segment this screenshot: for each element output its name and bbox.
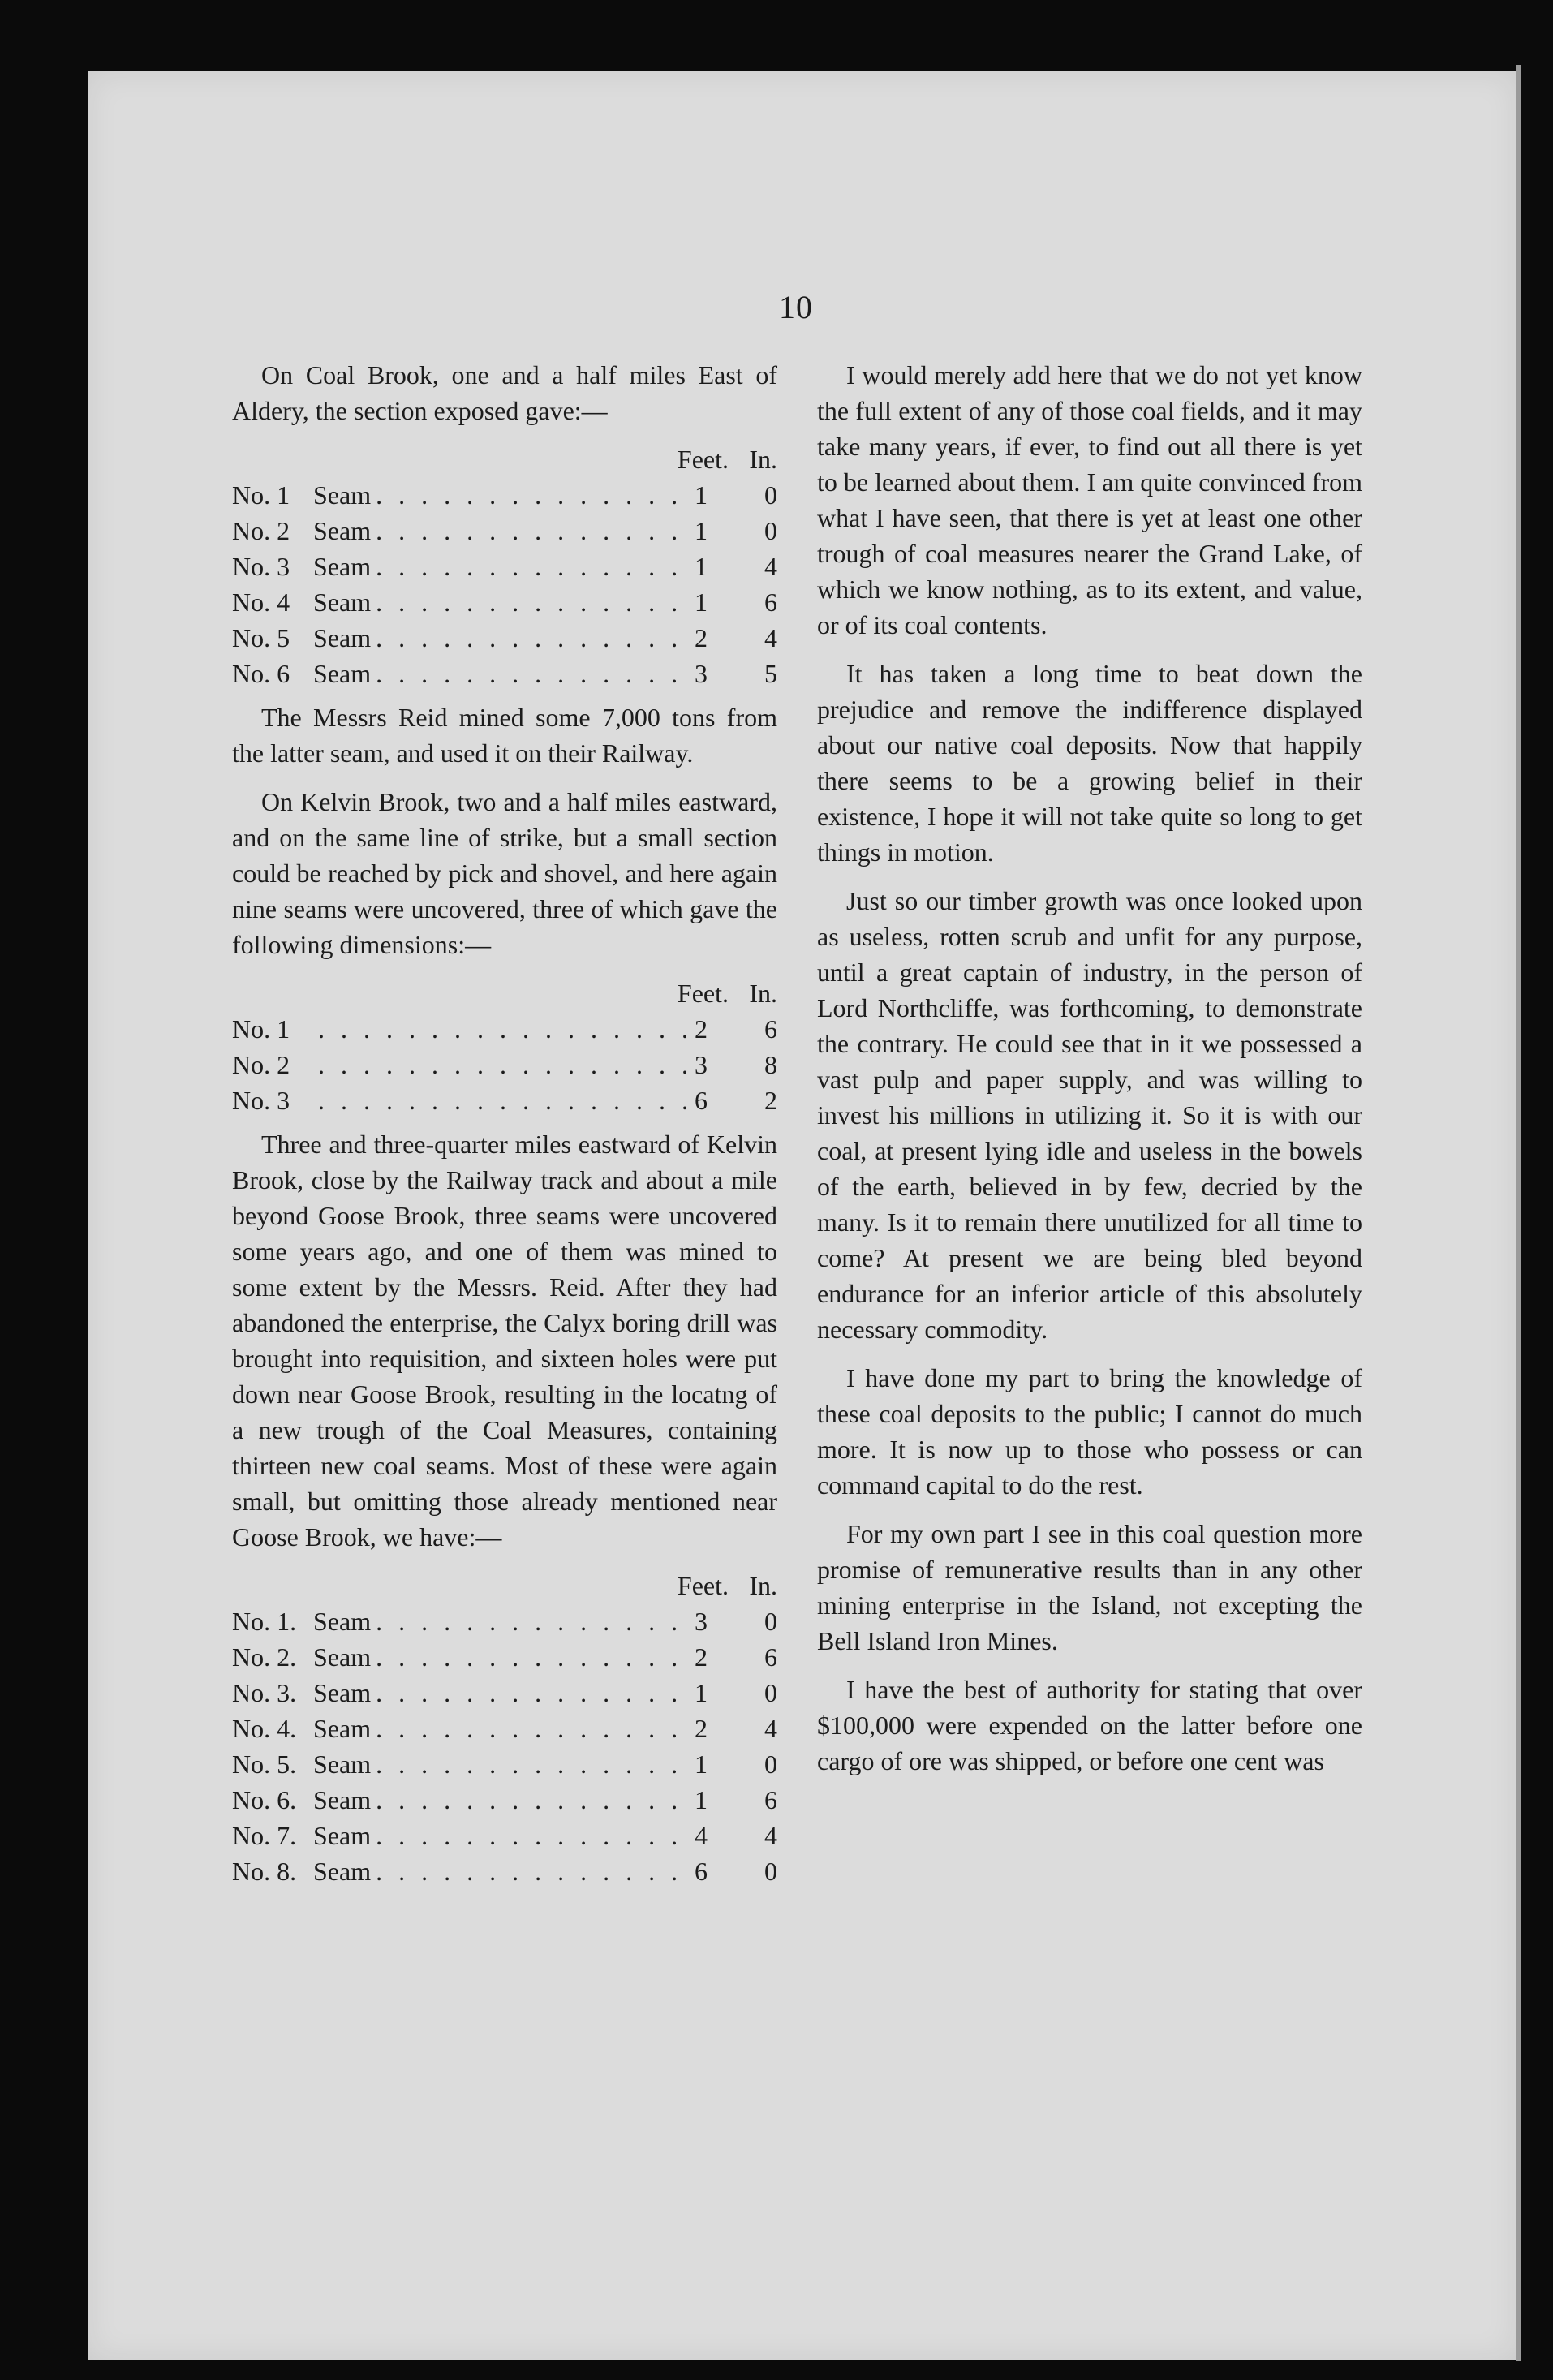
- feet-column-header: Feet.: [677, 445, 729, 474]
- seam-number: No. 4: [232, 587, 290, 617]
- leader-dots: [371, 1818, 688, 1853]
- leader-dots: [371, 620, 688, 656]
- seam-inches: 5: [764, 659, 777, 688]
- seam-inches: 0: [764, 1857, 777, 1886]
- seam-label: [232, 620, 371, 656]
- leader-dots: [371, 1853, 688, 1889]
- seam-word: Seam: [313, 516, 372, 545]
- seam-table-kelvin-brook: [232, 975, 777, 1118]
- right-paragraph-1: I would merely add here that we do not yet know the full extent of any of those coal fields, and it may take many years, if ever, to find out all there is yet to be learned about them. I am quite convinced from what I have seen, that there is yet at least one other trough of coal measures nearer the Grand Lake, of which we know nothing, as to its extent, and value, or of its coal contents.: [817, 360, 1362, 639]
- seam-table-goose-brook: [232, 1568, 777, 1889]
- leader-dots: [313, 1047, 688, 1082]
- leader-dots: [371, 549, 688, 584]
- seam-word: Seam: [313, 587, 372, 617]
- seam-feet: 1: [695, 516, 708, 545]
- table-row: [232, 1639, 777, 1675]
- right-paragraph-5: For my own part I see in this coal question more promise of remunerative results than in any other mining enterprise in the Island, not excepting the Bell Island Iron Mines.: [817, 1519, 1362, 1655]
- left-paragraph-4: Three and three-quarter miles eastward of Kelvin Brook, close by the Railway track and about a mile beyond Goose Brook, three seams were uncovered some years ago, and one of them was mined to some extent by the Messrs. Reid. After they had abandoned the enterprise, the Calyx boring drill was brought into requisition, and sixteen holes were put down near Goose Brook, resulting in the locatng of a new trough of the Coal Measures, containing thirteen new coal seams. Most of these were again small, but omitting those already mentioned near Goose Brook, we have:—: [232, 1130, 777, 1552]
- leader-dots: [371, 1603, 688, 1639]
- seam-word: Seam: [313, 1678, 372, 1707]
- table-row: [232, 1011, 777, 1047]
- leader-dots: [313, 1082, 688, 1118]
- table-row: [232, 584, 777, 620]
- seam-table-coal-brook: [232, 441, 777, 691]
- right-paragraph-2: It has taken a long time to beat down the prejudice and remove the indifference displayed about our native coal deposits. Now that happily there seems to be a growing belief in their existence, I hope it will not take quite so long to get things in motion.: [817, 659, 1362, 867]
- inches-column-header: In.: [749, 1571, 777, 1600]
- seam-feet: 1: [695, 587, 708, 617]
- seam-label: [232, 513, 371, 549]
- seam-number: No. 1: [232, 1014, 290, 1044]
- leader-dots: [371, 513, 688, 549]
- table-header: [232, 441, 777, 477]
- seam-feet: 3: [695, 1607, 708, 1636]
- table-row: [232, 1746, 777, 1782]
- table-row: [232, 477, 777, 513]
- seam-number: No. 1.: [232, 1607, 297, 1636]
- seam-feet: 6: [695, 1857, 708, 1886]
- leader-dots: [371, 1639, 688, 1675]
- seam-feet: 6: [695, 1086, 708, 1115]
- seam-label: [232, 656, 371, 691]
- seam-feet: 1: [695, 1785, 708, 1814]
- feet-column-header: Feet.: [677, 979, 729, 1008]
- seam-label: [232, 1082, 313, 1118]
- table-row: [232, 1853, 777, 1889]
- left-paragraph-1: On Coal Brook, one and a half miles East of Aldery, the section exposed gave:—: [232, 360, 777, 425]
- leader-dots: [371, 1711, 688, 1746]
- seam-feet: 1: [695, 480, 708, 510]
- seam-label: [232, 584, 371, 620]
- seam-inches: 6: [764, 1014, 777, 1044]
- table-header: [232, 1568, 777, 1603]
- table-row: [232, 513, 777, 549]
- seam-label: [232, 1011, 313, 1047]
- seam-feet: 1: [695, 1678, 708, 1707]
- leader-dots: [313, 1011, 688, 1047]
- seam-label: [232, 1603, 371, 1639]
- table-row: [232, 1782, 777, 1818]
- seam-inches: 6: [764, 1785, 777, 1814]
- table-row: [232, 1047, 777, 1082]
- seam-label: [232, 1818, 371, 1853]
- leader-dots: [371, 1675, 688, 1711]
- leader-dots: [371, 584, 688, 620]
- seam-number: No. 3: [232, 1086, 290, 1115]
- inches-column-header: In.: [749, 979, 777, 1008]
- page-edge: [1516, 65, 1521, 2361]
- table-row: [232, 1818, 777, 1853]
- leader-dots: [371, 1746, 688, 1782]
- seam-inches: 4: [764, 1714, 777, 1743]
- seam-number: No. 5.: [232, 1749, 297, 1779]
- seam-word: Seam: [313, 1714, 372, 1743]
- seam-label: [232, 1047, 313, 1082]
- seam-inches: 8: [764, 1050, 777, 1079]
- seam-number: No. 2: [232, 1050, 290, 1079]
- seam-feet: 1: [695, 1749, 708, 1779]
- seam-label: [232, 477, 371, 513]
- table-row: [232, 1711, 777, 1746]
- right-paragraph-4: I have done my part to bring the knowledge of these coal deposits to the public; I cannot do much more. It is now up to those who possess or can command capital to do the rest.: [817, 1363, 1362, 1500]
- seam-word: Seam: [313, 1821, 372, 1850]
- seam-label: [232, 1639, 371, 1675]
- seam-word: Seam: [313, 659, 372, 688]
- seam-word: Seam: [313, 1607, 372, 1636]
- seam-word: Seam: [313, 1785, 372, 1814]
- seam-inches: 2: [764, 1086, 777, 1115]
- seam-label: [232, 1853, 371, 1889]
- seam-feet: 3: [695, 659, 708, 688]
- seam-inches: 0: [764, 1607, 777, 1636]
- left-paragraph-2: The Messrs Reid mined some 7,000 tons from the latter seam, and used it on their Railway.: [232, 703, 777, 768]
- seam-label: [232, 1746, 371, 1782]
- seam-label: [232, 1675, 371, 1711]
- seam-label: [232, 549, 371, 584]
- seam-number: No. 4.: [232, 1714, 297, 1743]
- seam-feet: 2: [695, 623, 708, 652]
- right-column: [817, 357, 1362, 1792]
- seam-feet: 1: [695, 552, 708, 581]
- seam-word: Seam: [313, 623, 372, 652]
- table-row: [232, 549, 777, 584]
- seam-label: [232, 1782, 371, 1818]
- table-row: [232, 1082, 777, 1118]
- table-row: [232, 620, 777, 656]
- seam-feet: 2: [695, 1714, 708, 1743]
- leader-dots: [371, 477, 688, 513]
- seam-word: Seam: [313, 480, 372, 510]
- seam-inches: 0: [764, 516, 777, 545]
- seam-number: No. 2.: [232, 1642, 297, 1672]
- seam-inches: 6: [764, 1642, 777, 1672]
- inches-column-header: In.: [749, 445, 777, 474]
- seam-inches: 0: [764, 480, 777, 510]
- seam-inches: 0: [764, 1678, 777, 1707]
- seam-label: [232, 1711, 371, 1746]
- seam-inches: 4: [764, 623, 777, 652]
- seam-feet: 2: [695, 1642, 708, 1672]
- leader-dots: [371, 656, 688, 691]
- seam-inches: 4: [764, 1821, 777, 1850]
- page-number: 10: [779, 289, 813, 325]
- seam-word: Seam: [313, 1749, 372, 1779]
- seam-number: No. 6.: [232, 1785, 297, 1814]
- seam-number: No. 6: [232, 659, 290, 688]
- table-header: [232, 975, 777, 1011]
- seam-feet: 4: [695, 1821, 708, 1850]
- leader-dots: [371, 1782, 688, 1818]
- seam-feet: 3: [695, 1050, 708, 1079]
- left-column: [232, 357, 777, 1897]
- seam-number: No. 2: [232, 516, 290, 545]
- seam-inches: 0: [764, 1749, 777, 1779]
- left-paragraph-3: On Kelvin Brook, two and a half miles eastward, and on the same line of strike, but a small section could be reached by pick and shovel, and here again nine seams were uncovered, three of which gave the following dimensions:—: [232, 787, 777, 959]
- seam-word: Seam: [313, 1642, 372, 1672]
- seam-word: Seam: [313, 1857, 372, 1886]
- seam-word: Seam: [313, 552, 372, 581]
- seam-number: No. 3.: [232, 1678, 297, 1707]
- seam-number: No. 3: [232, 552, 290, 581]
- table-row: [232, 1675, 777, 1711]
- right-paragraph-3: Just so our timber growth was once looked upon as useless, rotten scrub and unfit for any purpose, until a great captain of industry, in the person of Lord Northcliffe, was forthcoming, to demonstrate the contrary. He could see that in it we possessed a vast pulp and paper supply, and was willing to invest his millions in utilizing it. So it is with our coal, at present lying idle and useless in the bowels of the earth, believed in by few, decried by the many. Is it to remain there unutilized for all time to come? At present we are being bled beyond endurance for an inferior article of this absolutely necessary commodity.: [817, 886, 1362, 1344]
- seam-number: No. 1: [232, 480, 290, 510]
- seam-number: No. 8.: [232, 1857, 297, 1886]
- seam-feet: 2: [695, 1014, 708, 1044]
- seam-inches: 6: [764, 587, 777, 617]
- table-row: [232, 656, 777, 691]
- seam-inches: 4: [764, 552, 777, 581]
- seam-number: No. 5: [232, 623, 290, 652]
- feet-column-header: Feet.: [677, 1571, 729, 1600]
- right-paragraph-6: I have the best of authority for stating that over $100,000 were expended on the latter before one cargo of ore was shipped, or before one cent was: [817, 1675, 1362, 1775]
- table-row: [232, 1603, 777, 1639]
- seam-number: No. 7.: [232, 1821, 297, 1850]
